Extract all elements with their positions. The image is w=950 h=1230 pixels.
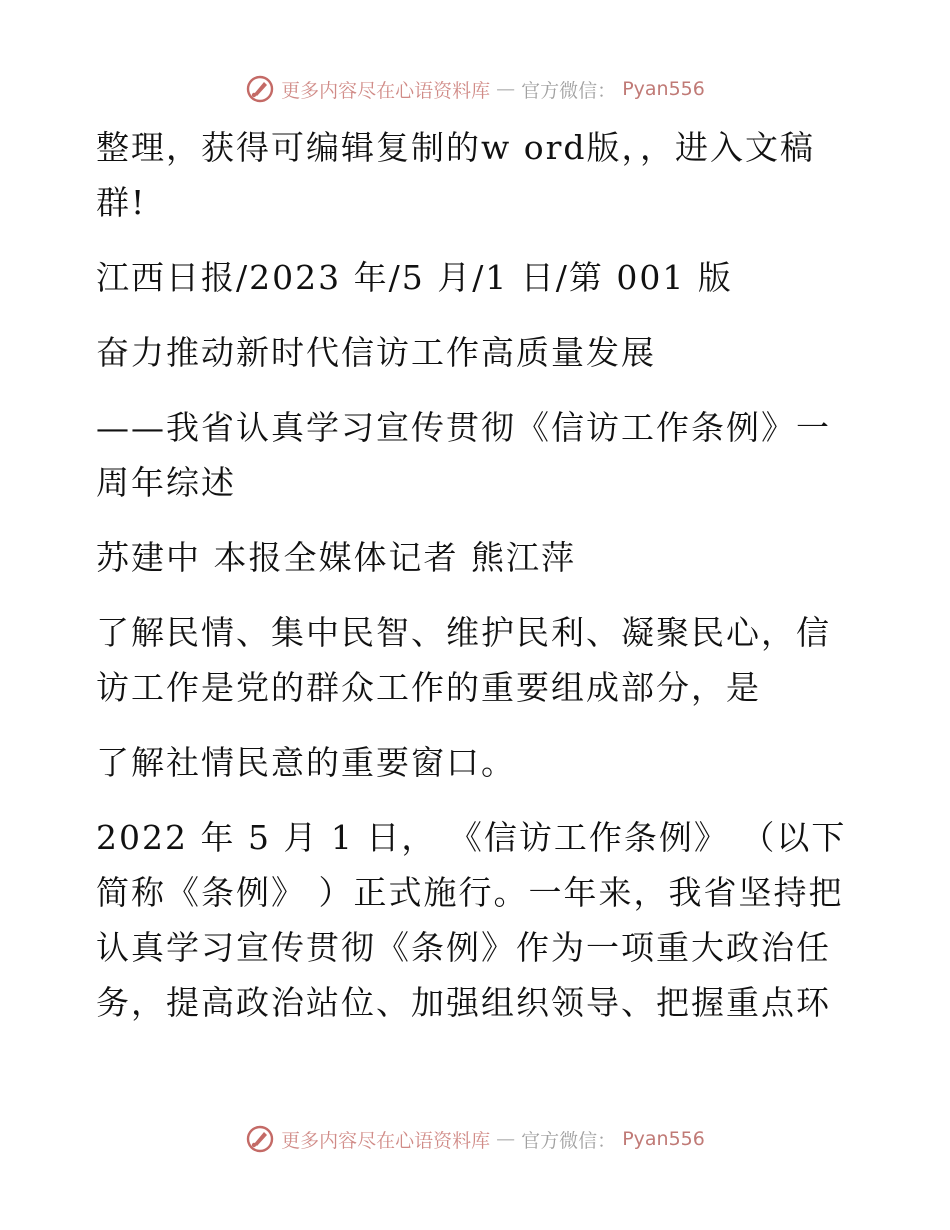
paragraph-body-1: 了解民情、集中民智、维护民利、凝聚民心，信访工作是党的群众工作的重要组成部分，是 [96,613,831,707]
header-watermark [0,74,950,104]
document-body [96,120,856,1030]
paragraph-body-3: 2022 年 5 月 1 日， 《信访工作条例》 （以下简称《条例》 ）正式施行。一年来，我省坚持把认真学习宣传贯彻《条例》作为一项重大政治任务，提高政治站位、加强组织领导、把握重点环 [96,818,847,1022]
article-title: 奋力推动新时代信访工作高质量发展 [96,333,656,372]
watermark-separator: — [496,78,516,100]
watermark-id: Pyan556 [622,1128,705,1150]
footer-watermark [0,1124,950,1154]
watermark-label: 官方微信： [521,1129,617,1152]
paragraph-body-2: 了解社情民意的重要窗口。 [96,743,516,782]
paragraph-intro: 整理，获得可编辑复制的w ord版，，进入文稿群! [96,128,816,222]
watermark-separator: — [496,1128,516,1150]
watermark-text: 更多内容尽在心语资料库 [281,79,491,102]
watermark-text: 更多内容尽在心语资料库 [281,1129,491,1152]
watermark-id: Pyan556 [622,78,705,100]
article-subtitle: ——我省认真学习宣传贯彻《信访工作条例》一周年综述 [96,408,831,502]
watermark-label: 官方微信： [521,79,617,102]
watermark-logo-icon [245,1124,275,1154]
watermark-logo-icon [245,74,275,104]
article-byline: 苏建中 本报全媒体记者 熊江萍 [96,538,576,577]
paragraph-source: 江西日报/2023 年/5 月/1 日/第 001 版 [96,258,733,297]
